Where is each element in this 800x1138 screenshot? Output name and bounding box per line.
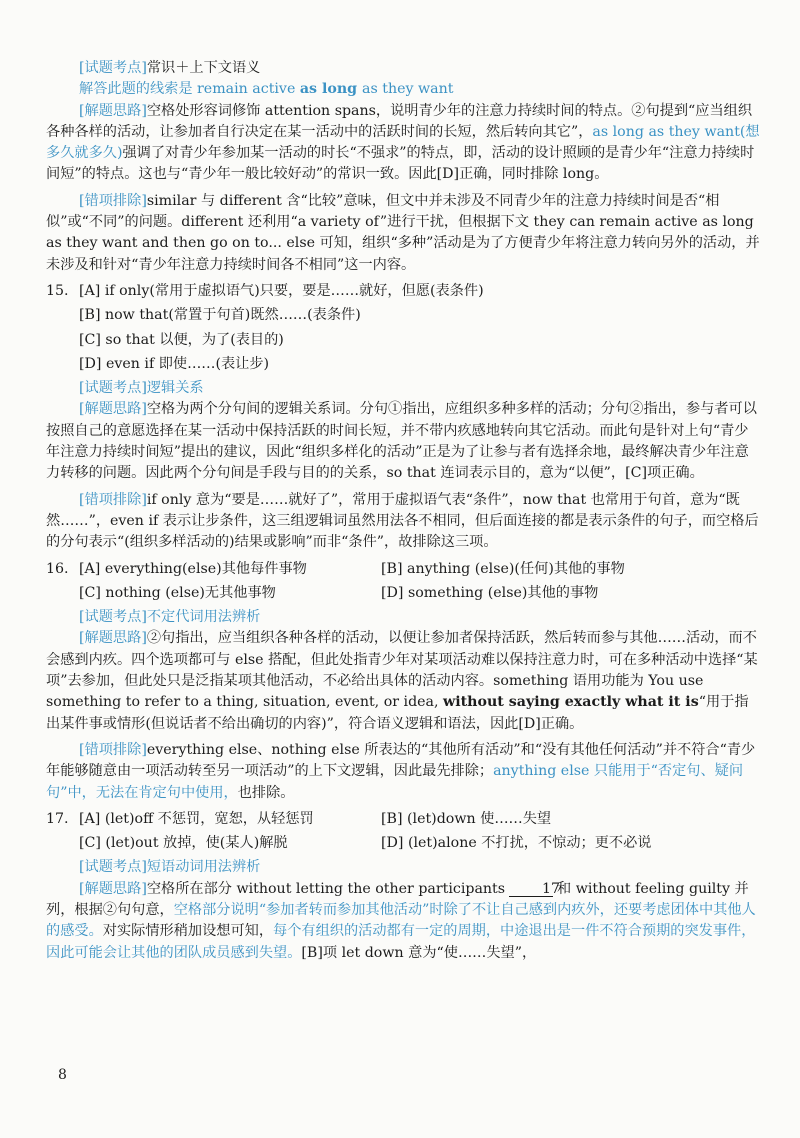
eliminate-tag: [ 错项排除 ] (79, 193, 147, 209)
approach-text: 空格所在部分 without letting the other participants (146, 880, 506, 897)
exam-point-tag: [ 试题考点 ] (79, 60, 147, 76)
clue-part: as they want (362, 81, 454, 98)
question-number: 16. (46, 560, 69, 577)
eliminate-text: everything else、nothing else 所表达的“其他所有活动”和“没有其他任何活动”并不符合“青少年能够随意由一项活动转至另一项活动”的上下文逻辑，因此最先排除； (46, 741, 756, 780)
option-text: [B] anything (else)(任何)其他的事物 (381, 560, 625, 577)
approach-text: 空格处形容词修饰 attention spans，说明青少年的注意力持续时间的特点。②句提到“应当组织各种各样的活动，让参加者自行决定在某一活动中的活跃时间的长短，然后转向其它”， (46, 102, 753, 140)
blank-17: 17 (509, 882, 553, 897)
q15-option-c: [C] so that 以便，为了(表目的) (79, 331, 284, 348)
approach-text: 强调了对青少年参加某一活动的时长“不强求”的特点，即，活动的设计照顾的是青少年“注意力持续时间短”的特点。这也与“青少年一般比较好动”的常识一致。因此[D]正确，同时排除 long。 (46, 145, 755, 183)
eliminate-text: similar 与 different 含“比较”意味，但文中并未涉及不同青少年的注意力持续时间是否“相似”或“不同”的问题。different 还利用“a variety of”进行干扰，但根据下文 they can remain active as long as they want and then go on to... else 可知，组织“多种”活动是为了方便青少年将注意力转向另外的活动，并未涉及和针对“青少年注意力持续时间各不相同”这一内容。 (46, 192, 760, 273)
approach-text: “用于指出某件事或情形(但说话者不给出确切的内容)”，符合语义逻辑和语法，因此[D]正确。 (46, 694, 749, 732)
exam-point-text: 常识＋上下文语义 (146, 60, 261, 76)
q16-approach (46, 628, 760, 734)
approach-text: [B]项 let down 意为“使……失望”， (301, 944, 537, 961)
q15-option-b: [B] now that(常置于句首)既然……(表条件) (79, 307, 361, 324)
q15-approach (46, 399, 760, 484)
exam-point-tag: [ 试题考点 ] (79, 609, 147, 625)
approach-text: 对实际情形稍加设想可知， (102, 923, 274, 940)
clue-bold: as long (299, 81, 363, 98)
page-number: 8 (58, 1067, 67, 1083)
exam-point-text: 逻辑关系 (146, 380, 204, 397)
exam-point-tag: [ 试题考点 ] (79, 380, 147, 396)
approach-highlight: 每个有组织的活动都有一定的周期，中途退出是一件不符合预期的突发事件，因此可能会让其他的团队成员感到失望。 (46, 923, 756, 961)
exam-point-tag: [ 试题考点 ] (79, 859, 147, 875)
eliminate-tag: [ 错项排除 ] (79, 492, 147, 508)
approach-tag: [ 解题思路 ] (79, 401, 147, 417)
eliminate-highlight: anything else 只能用于“否定句、疑问句”中，无法在肯定句中使用， (46, 763, 744, 801)
q17-exam-point (46, 857, 760, 878)
question-number: 15. (46, 282, 69, 299)
q16-options-row1 (46, 559, 760, 580)
q14-clue (46, 79, 760, 100)
q17-approach (46, 879, 760, 964)
q15-option-a (46, 281, 760, 302)
q15-option-d: [D] even if 即使……(表让步) (79, 355, 270, 372)
eliminate-text: if only 意为“要是……就好了”，常用于虚拟语气表“条件”，now that 也常用于句首，意为“既然……”，even if 表示让步条件，这三组逻辑词虽然用法各不相同，但后面连接的都是表示条件的句子，而空格后的分句表示“(组织多样活动的)结果或影响”而非“条件”，故排除这三项。 (46, 491, 759, 551)
option-text: [A] (let)off 不惩罚，宽恕，从轻惩罚 (79, 810, 314, 827)
option-text: [D] something (else)其他的事物 (381, 584, 599, 601)
content (46, 58, 760, 964)
option-text: [D] (let)alone 不打扰，不惊动；更不必说 (381, 835, 652, 852)
q14-exam-point (46, 58, 760, 79)
eliminate-text: 也排除。 (237, 784, 295, 801)
clue-part: 解答此题的线索是 remain active (79, 81, 300, 98)
approach-bold: without saying exactly what it is (443, 694, 699, 711)
approach-text: 和 without feeling guilty 并列，根据②句句意， (46, 880, 749, 918)
approach-tag: [ 解题思路 ] (79, 630, 147, 646)
q17-options-row1 (46, 809, 760, 830)
q14-approach (46, 101, 760, 186)
option-text: [C] (let)out 放掉，使(某人)解脱 (79, 835, 288, 852)
exam-point-text: 不定代词用法辨析 (146, 609, 261, 626)
approach-highlight: as long as they want(想多久就多久) (46, 123, 760, 162)
approach-tag: [ 解题思路 ] (79, 103, 147, 119)
q16-eliminate (46, 740, 760, 804)
option-text: [A] if only(常用于虚拟语气)只要，要是……就好，但愿(表条件) (79, 282, 484, 299)
question-number: 17. (46, 810, 69, 827)
approach-text: 空格为两个分句间的逻辑关系词。分句①指出，应组织多种多样的活动；分句②指出，参与者可以按照自己的意愿选择在某一活动中保持活跃的时间长短，并不带内疚感地转向其它活动。而此句是针对上句“青少年注意力持续时间短”提出的建议，因此“组织多样化的活动”正是为了让参与者有选择余地，最终解决青少年注意力转移的问题。因此两个分句间是手段与目的的关系，so that 连词表示目的，意为“以便”，[C]项正确。 (46, 401, 757, 482)
option-text: [C] nothing (else)无其他事物 (79, 584, 276, 601)
approach-tag: [ 解题思路 ] (79, 881, 147, 897)
q16-options-row2 (46, 583, 760, 604)
q16-exam-point (46, 607, 760, 628)
q17-options-row2 (46, 833, 760, 854)
q15-exam-point (46, 378, 760, 399)
eliminate-tag: [ 错项排除 ] (79, 742, 147, 758)
q14-eliminate (46, 191, 760, 276)
option-text: [B] (let)down 使……失望 (381, 810, 552, 827)
q15-eliminate (46, 490, 760, 554)
approach-highlight: 空格部分说明“参加者转而参加其他活动”时除了不让自己感到内疚外，还要考虑团体中其他人的感受。 (46, 901, 756, 940)
option-text: [A] everything(else)其他每件事物 (79, 560, 307, 577)
exam-point-text: 短语动词用法辨析 (146, 859, 261, 876)
approach-text: ②句指出，应当组织各种各样的活动，以便让参加者保持活跃，然后转而参与其他……活动，而不会感到内疚。四个选项都可与 else 搭配，但此处指青少年对某项活动难以保持注意力时，可在多种活动中选择“某项”去参加，但此处只是泛指某项其他活动，不必给出具体的活动内容。something 语用功能为 You use something to refer to a thing, situation, event, or idea, (46, 630, 758, 711)
